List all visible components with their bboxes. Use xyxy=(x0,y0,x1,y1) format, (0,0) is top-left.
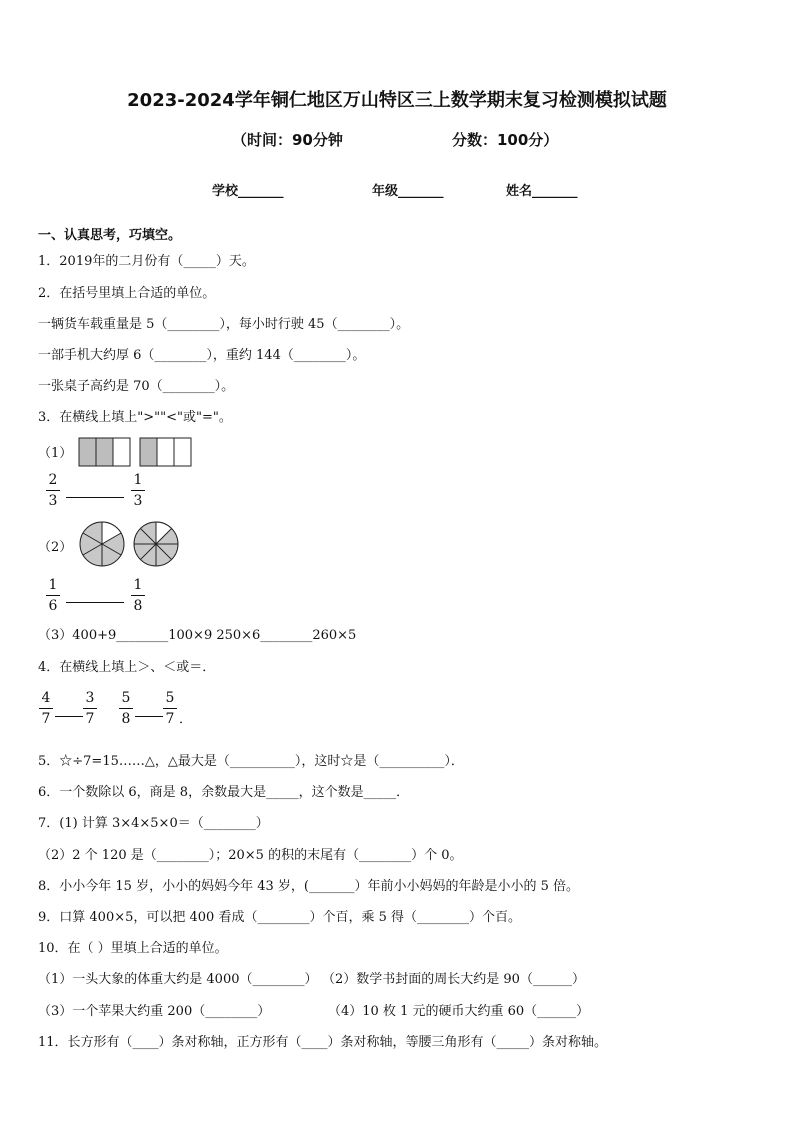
name-field[interactable]: 姓名_______ xyxy=(506,184,578,199)
answer-blank[interactable] xyxy=(135,716,163,717)
question-3-part-2-label: （2） xyxy=(38,540,73,555)
question-11: 11．长方形有（____）条对称轴，正方形有（____）条对称轴，等腰三角形有（_____）条对称轴。 xyxy=(38,1035,608,1050)
question-6: 6．一个数除以 6，商是 8，余数最大是_____，这个数是_____． xyxy=(38,785,410,800)
question-10-part-1: （1）一头大象的体重大约是 4000（________） xyxy=(38,972,318,987)
question-3-stem: 3．在横线上填上">""<"或"="。 xyxy=(38,410,232,425)
question-2-line-3: 一张桌子高约是 70（________）。 xyxy=(38,379,235,394)
fraction-2-3: 2 3 xyxy=(46,472,60,509)
fraction-1-8: 1 8 xyxy=(131,577,145,614)
fraction-5-7: 5 7 xyxy=(163,690,177,727)
question-3-part-1-label: （1） xyxy=(38,446,73,461)
fraction-1-6: 1 6 xyxy=(46,577,60,614)
circle-sixths xyxy=(78,520,126,568)
question-2-line-2: 一部手机大约厚 6（________），重约 144（________）。 xyxy=(38,348,366,363)
bar-diagram-one-third xyxy=(139,437,193,467)
question-10-part-3: （3）一个苹果大约重 200（________） xyxy=(38,1004,271,1019)
question-10-stem: 10．在（ ）里填上合适的单位。 xyxy=(38,941,228,956)
question-2-line-1: 一辆货车载重量是 5（________），每小时行驶 45（________）。 xyxy=(38,317,410,332)
question-5: 5．☆÷7=15……△，△最大是（__________），这时☆是（__________）． xyxy=(38,754,464,769)
page-title: 2023-2024学年铜仁地区万山特区三上数学期末复习检测模拟试题 xyxy=(127,90,667,111)
circle-eighths xyxy=(132,520,180,568)
question-4-stem: 4．在横线上填上＞、＜或＝． xyxy=(38,660,216,675)
fraction-5-8: 5 8 xyxy=(119,690,133,727)
fraction-1-3: 1 3 xyxy=(131,472,145,509)
section-heading: 一、认真思考，巧填空。 xyxy=(38,228,182,243)
grade-field[interactable]: 年级_______ xyxy=(372,184,444,199)
question-4-end-mark: ． xyxy=(179,712,193,727)
answer-blank[interactable] xyxy=(66,602,124,603)
exam-score: 分数：100分） xyxy=(452,131,559,149)
exam-time: （时间：90分钟 xyxy=(232,131,343,149)
school-field[interactable]: 学校_______ xyxy=(212,184,284,199)
question-8: 8．小小今年 15 岁，小小的妈妈今年 43 岁，(_______）年前小小妈妈的年龄是小小的 5 倍。 xyxy=(38,879,579,894)
question-1: 1．2019年的二月份有（_____）天。 xyxy=(38,254,255,269)
bar-diagram-two-thirds xyxy=(78,437,132,467)
question-7-line-2: （2）2 个 120 是（________）；20×5 的积的末尾有（________）个 0。 xyxy=(38,848,463,863)
question-10-part-2: （2）数学书封面的周长大约是 90（______） xyxy=(322,972,585,987)
answer-blank[interactable] xyxy=(66,497,124,498)
answer-blank[interactable] xyxy=(55,716,83,717)
fraction-3-7: 3 7 xyxy=(83,690,97,727)
question-7-line-1: 7．(1) 计算 3×4×5×0＝（________） xyxy=(38,816,269,831)
fraction-4-7: 4 7 xyxy=(39,690,53,727)
question-3-part-3: （3）400+9________100×9 250×6________260×5 xyxy=(38,628,357,643)
question-9: 9．口算 400×5，可以把 400 看成（________）个百，乘 5 得（________）个百。 xyxy=(38,910,521,925)
question-10-part-4: （4）10 枚 1 元的硬币大约重 60（______） xyxy=(328,1004,590,1019)
question-2-stem: 2．在括号里填上合适的单位。 xyxy=(38,286,216,301)
